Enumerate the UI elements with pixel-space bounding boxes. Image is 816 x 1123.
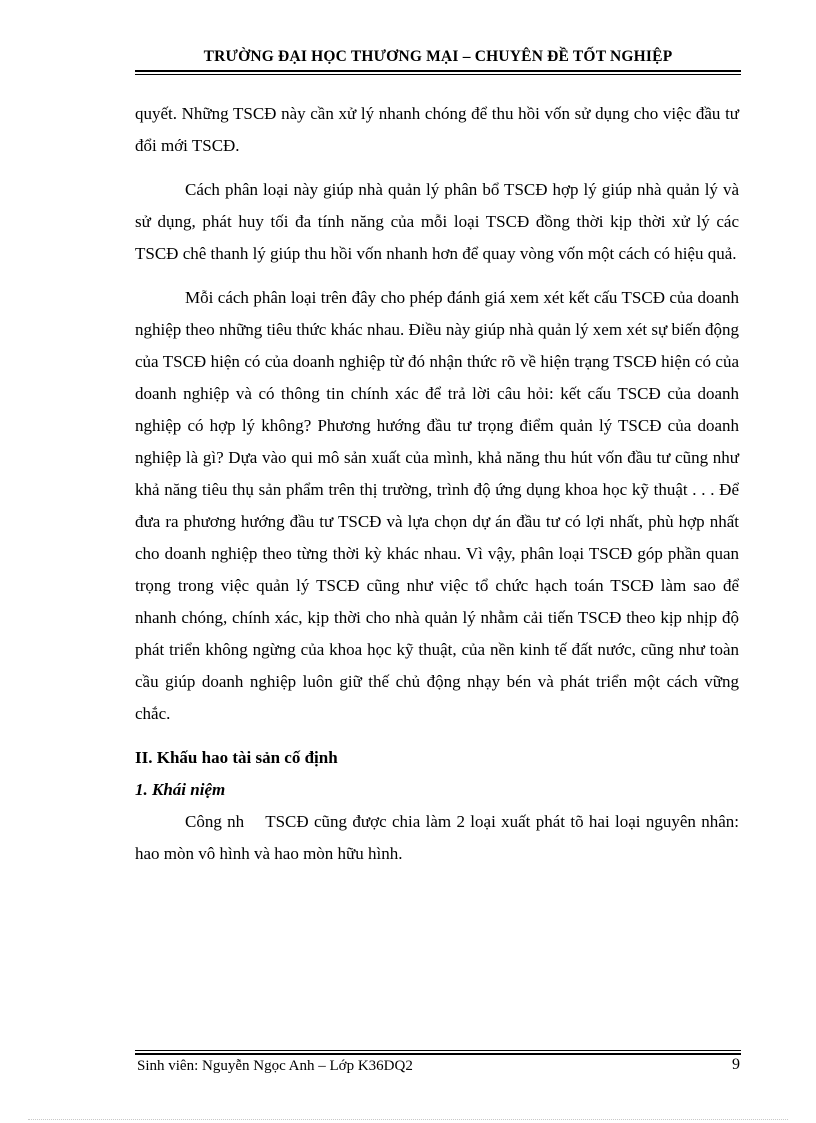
page-number: 9 xyxy=(732,1056,740,1073)
header-rule-bottom xyxy=(135,74,741,75)
footer-rule-top xyxy=(135,1050,741,1051)
page-header-title: TRƯỜNG ĐẠI HỌC THƯƠNG MẠI – CHUYÊN ĐỀ TỐT NGHIỆP xyxy=(203,48,673,65)
paragraph-classification-benefit: Cách phân loại này giúp nhà quản lý phân bổ TSCĐ hợp lý giúp nhà quản lý và sử dụng, phát huy tối đa tính năng của mỗi loại TSCĐ đồng thời kịp thời xử lý các TSCĐ chê thanh lý giúp thu hồi vốn nhanh hơn để quay vòng vốn một cách có hiệu quả. xyxy=(135,180,739,263)
page-edge-divider xyxy=(28,1119,788,1120)
footer-rule-bottom xyxy=(135,1053,741,1055)
subsection-heading: 1. Khái niệm xyxy=(135,780,226,799)
header-rule-top xyxy=(135,70,741,72)
paragraph-continuation: quyết. Những TSCĐ này cần xử lý nhanh chóng để thu hồi vốn sử dụng cho việc đầu tư đổi mới TSCĐ. xyxy=(135,104,739,155)
section-heading: II. Khấu hao tài sản cố định xyxy=(135,748,338,767)
document-body xyxy=(135,98,744,870)
footer-student-info: Sinh viên: Nguyễn Ngọc Anh – Lớp K36DQ2 xyxy=(137,1058,413,1074)
paragraph-classification-summary: Mỗi cách phân loại trên đây cho phép đánh giá xem xét kết cấu TSCĐ của doanh nghiệp theo những tiêu thức khác nhau. Điều này giúp nhà quản lý xem xét sự biến động của TSCĐ hiện có của doanh nghiệp từ đó nhận thức rõ về hiện trạng TSCĐ hiện có của doanh nghiệp và có thông tin chính xác để trả lời câu hỏi: kết cấu TSCĐ của doanh nghiệp có hợp lý không? Phương hướng đầu tư trọng điểm quản lý TSCĐ của doanh nghiệp là gì? Dựa vào qui mô sản xuất của mình, khả năng thu hút vốn đầu tư cũng như khả năng tiêu thụ sản phẩm trên thị trường, trình độ ứng dụng khoa học kỹ thuật . . . Để đưa ra phương hướng đầu tư TSCĐ và lựa chọn dự án đầu tư có lợi nhất, phù hợp nhất cho doanh nghiệp theo từng thời kỳ khác nhau. Vì vậy, phân loại TSCĐ góp phần quan trọng trong việc quản lý TSCĐ cũng như việc tổ chức hạch toán TSCĐ làm sao để nhanh chóng, chính xác, kịp thời cho nhà quản lý nhằm cải tiến TSCĐ theo kịp nhịp độ phát triển không ngừng của khoa học kỹ thuật, của nền kinh tế đất nước, cũng như toàn cầu giúp doanh nghiệp luôn giữ thế chủ động nhạy bén và phát triển một cách vững chắc. xyxy=(135,288,739,723)
paragraph-concept: Công nh TSCĐ cũng được chia làm 2 loại xuất phát tõ hai loại nguyên nhân: hao mòn vô hình và hao mòn hữu hình. xyxy=(135,812,744,863)
